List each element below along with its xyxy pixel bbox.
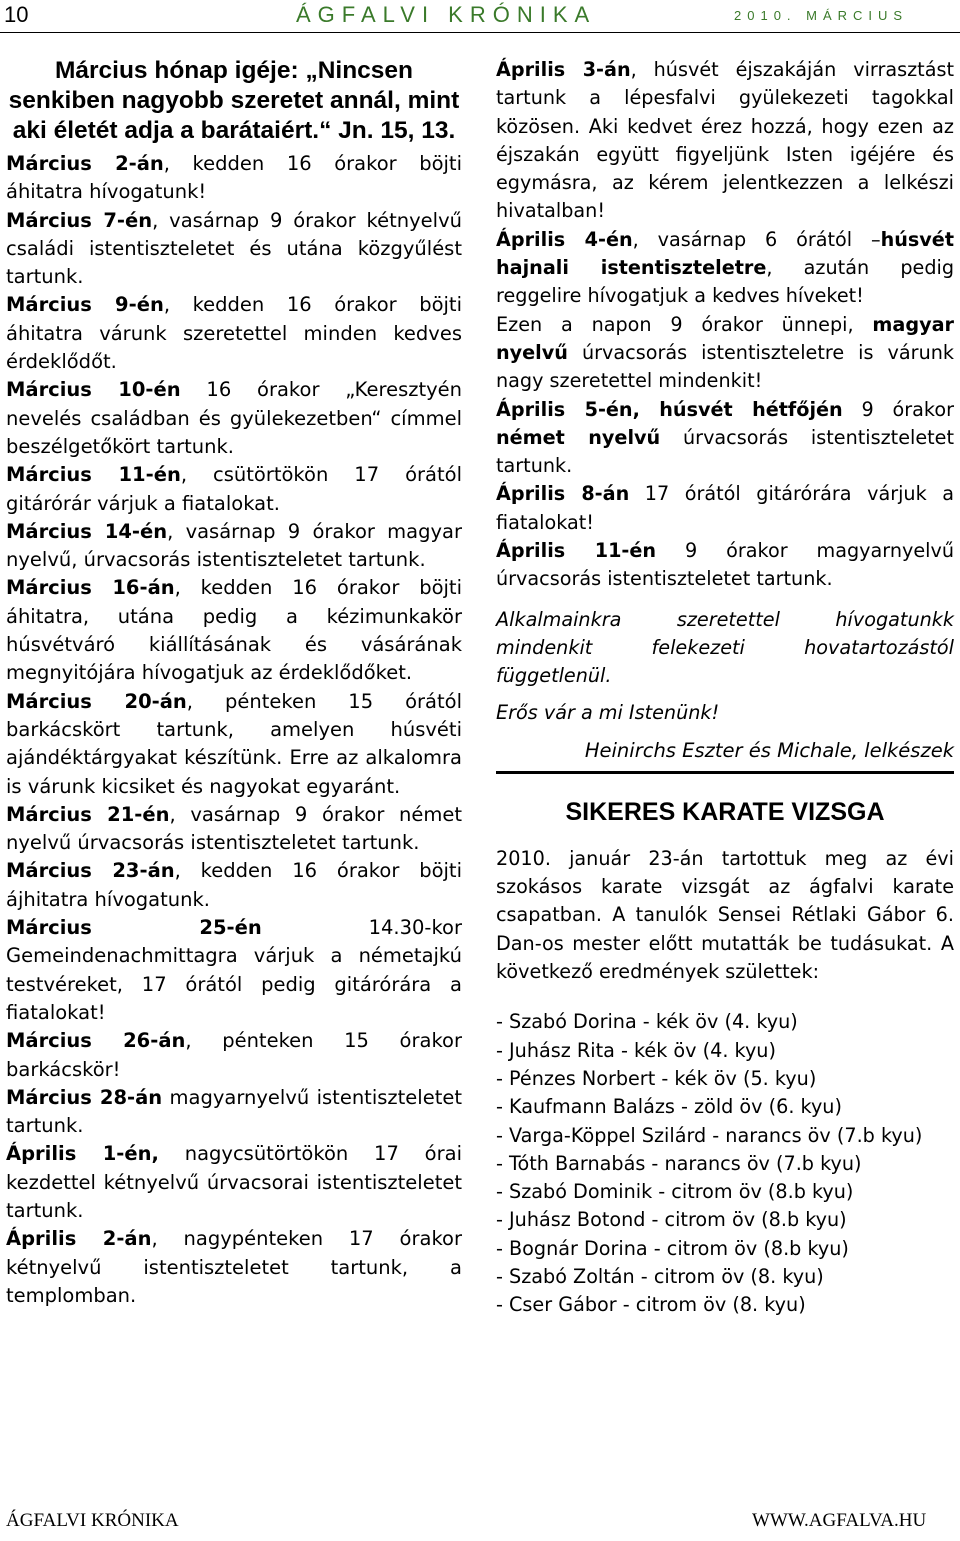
monthly-motto: Március hónap igéje: „Nincsen senkiben nagyobb szeretet annál, mint aki életét adja a barátaiért.“ Jn. 15, 13. xyxy=(8,57,460,144)
event-entry xyxy=(6,461,462,518)
entry-text: , pénteken 15 órától barkácskört tartunk, amelyen húsvéti ajándéktárgyakat készítünk. Erre az alkalomra is várunk kicsiket és nagyokat egyaránt. xyxy=(6,689,462,798)
event-entry xyxy=(6,518,462,575)
karate-heading: SIKERES KARATE VIZSGA xyxy=(565,797,885,826)
entry-text: , kedden 16 órakor böjti áhitatra hívogatunk! xyxy=(6,152,462,204)
event-entry xyxy=(6,291,462,376)
entry-text: , kedden 16 órakor böjti áhitatra, utána pedig a kézimunkakör húsvétváró kiállításának és vásárának megnyitójára hívogatjuk az érdeklődőket. xyxy=(6,576,462,685)
event-entry xyxy=(6,688,462,801)
entry-date: Március 26-án xyxy=(6,1029,186,1053)
result-item: - Juhász Botond - citrom öv (8.b kyu) xyxy=(496,1208,847,1232)
footer-website: WWW.AGFALVA.HU xyxy=(752,1510,927,1531)
entry-text: , vasárnap 9 órakor magyar nyelvű, úrvacsorás istentiszteletet tartunk. xyxy=(6,519,462,572)
entry-date: Március 21-én xyxy=(6,802,170,826)
entry-date: Április 8-án xyxy=(496,482,630,506)
entry-date: Március 10-én xyxy=(6,378,181,402)
entry-date: Március 20-án xyxy=(6,689,187,713)
karate-intro: 2010. január 23-án tartottuk meg az évi szokásos karate vizsgát az ágfalvi karate csapatban. A tanulók Sensei Rétlaki Gábor 6. Dan-os mester előtt mutatták be tudásukat. A következő eredmények születtek: xyxy=(496,846,954,984)
closing-invitation: Alkalmainkra szeretettel hívogatunkk mindenkit felekezeti hovatartozástól függetlenül. xyxy=(496,607,954,688)
entry-date: Március 7-én xyxy=(6,208,153,232)
header-divider xyxy=(0,32,960,33)
entry-date: Március 23-án xyxy=(6,859,175,883)
result-item: - Varga-Köppel Szilárd - narancs öv (7.b kyu) xyxy=(496,1123,923,1147)
event-entry xyxy=(6,1140,462,1225)
entry-text: 14.30-kor Gemeindenachmittagra várjuk a németajkú testvéreket, 17 órától pedig gitárórára a fiatalokat! xyxy=(6,916,462,1024)
magazine-title: ÁGFALVI KRÓNIKA xyxy=(296,2,597,27)
closing-motto: Erős vár a mi Istenünk! xyxy=(496,700,720,724)
result-item: - Szabó Dorina - kék öv (4. kyu) xyxy=(496,1010,798,1034)
entry-text: 16 órakor „Keresztyén nevelés családban és gyülekezetben“ címmel beszélgetőkört tartunk. xyxy=(6,378,463,458)
page-header xyxy=(0,0,960,34)
result-item: - Cser Gábor - citrom öv (8. kyu) xyxy=(496,1293,806,1317)
entry-date: Március 9-én xyxy=(6,293,164,317)
entry-text: , vasárnap 9 órakor kétnyelvű családi istentiszteletet és utána közgyűlést tartunk. xyxy=(6,208,462,289)
entry-april-4 xyxy=(496,226,954,311)
entry-text: 17 órától gitárórára várjuk a fiatalokat! xyxy=(496,482,954,534)
entry-date: Március 28-án xyxy=(6,1085,163,1109)
event-entry xyxy=(6,376,462,461)
result-item: - Tóth Barnabás - narancs öv (7.b kyu) xyxy=(496,1151,862,1175)
entry-emphasis: húsvét hajnali istentiszteletre xyxy=(496,227,954,280)
entry-text: , vasárnap 6 órától – xyxy=(632,227,881,251)
result-item: - Szabó Dominik - citrom öv (8.b kyu) xyxy=(496,1180,854,1204)
entry-text: , pénteken 15 órakor barkácskör! xyxy=(6,1029,462,1081)
result-item: - Juhász Rita - kék öv (4. kyu) xyxy=(496,1038,776,1062)
entry-date: Március 16-án xyxy=(6,576,175,600)
left-column xyxy=(6,56,462,1310)
event-entry xyxy=(6,857,462,914)
event-entry xyxy=(6,801,462,858)
entry-emphasis: magyar nyelvű xyxy=(496,312,954,364)
entry-text: Ezen a napon 9 órakor ünnepi, xyxy=(496,312,873,336)
section-divider xyxy=(496,771,954,774)
entry-april-8 xyxy=(496,480,954,537)
entry-date: Április 3-án xyxy=(496,58,631,81)
entry-text: nagycsütörtökön 17 órai kezdettel kétnyelvű úrvacsorai istentiszteletet tartunk. xyxy=(6,1142,462,1222)
page-number: 10 xyxy=(4,2,29,27)
entry-date: Március 11-én xyxy=(6,463,181,487)
result-item: - Bognár Dorina - citrom öv (8.b kyu) xyxy=(496,1236,849,1260)
event-entry xyxy=(6,207,462,292)
karate-results-list xyxy=(496,1008,954,1319)
footer-magazine-name: ÁGFALVI KRÓNIKA xyxy=(6,1510,179,1531)
event-entry xyxy=(6,1225,462,1310)
event-entry xyxy=(6,574,462,687)
entry-text: magyarnyelvű istentiszteletet tartunk. xyxy=(6,1085,462,1138)
entry-april-3 xyxy=(496,56,954,226)
entry-text: 9 órakor xyxy=(842,397,954,421)
event-entry xyxy=(6,1084,462,1141)
event-entry xyxy=(6,1027,462,1084)
entry-text: , kedden 16 órakor böjti ájhitatra hívogatunk. xyxy=(6,859,462,911)
entry-emphasis: német nyelvű xyxy=(496,425,661,449)
entry-text: , azután pedig reggelire hívogatjuk a kedves híveket! xyxy=(496,256,955,308)
entry-april-4-hungarian xyxy=(496,311,954,396)
result-item: - Pénzes Norbert - kék öv (5. kyu) xyxy=(496,1066,817,1090)
entry-text: , kedden 16 órakor böjti áhitatra várunk szeretettel minden kedves érdeklődőt. xyxy=(6,293,462,374)
event-entry xyxy=(6,150,462,207)
right-column xyxy=(496,56,954,1320)
entry-date: Április 5-én, húsvét hétfőjén xyxy=(496,397,843,421)
entry-date: Április 1-én, xyxy=(6,1142,159,1166)
entry-april-11 xyxy=(496,537,954,594)
issue-date: 2010. MÁRCIUS xyxy=(734,8,909,23)
result-item: - Kaufmann Balázs - zöld öv (6. kyu) xyxy=(496,1095,842,1119)
result-item: - Szabó Zoltán - citrom öv (8. kyu) xyxy=(496,1264,824,1288)
entry-text: 9 órakor magyarnyelvű úrvacsorás istentiszteletet tartunk. xyxy=(496,539,954,591)
entry-text: úrvacsorás istentiszteletet tartunk. xyxy=(496,425,954,478)
entry-date: Március 14-én xyxy=(6,519,168,543)
entry-april-5 xyxy=(496,396,954,481)
entry-text: , nagypénteken 17 órakor kétnyelvű istentiszteletet tartunk, a templomban. xyxy=(6,1227,462,1307)
signature: Heinirchs Eszter és Michale, lelkészek xyxy=(584,738,954,762)
entry-text: úrvacsorás istentiszteletre is várunk nagy szeretettel mindenkit! xyxy=(496,340,954,393)
entry-text: , húsvét éjszakáján virrasztást tartunk a lépesfalvi gyülekezeti tagokkal közösen. Aki kedvet érez hozzá, hogy ezen az éjszakán együtt figyeljünk Isten igéjére és egymásra, az kérem jelentkezzen a lelkészi hivatalban! xyxy=(496,58,954,223)
entry-text: , csütörtökön 17 órától gitárórár várjuk a fiatalokat. xyxy=(6,463,462,515)
entry-date: Március 2-án xyxy=(6,152,164,175)
entry-date: Március 25-én xyxy=(6,916,262,940)
entry-date: Április 11-én xyxy=(496,539,657,563)
event-entry xyxy=(6,914,462,1027)
entry-date: Április 4-én xyxy=(496,227,633,251)
left-entries xyxy=(6,150,462,1310)
entry-text: , vasárnap 9 órakor német nyelvű úrvacsorás istentiszteletet tartunk. xyxy=(6,802,463,855)
entry-date: Április 2-án xyxy=(6,1227,152,1251)
